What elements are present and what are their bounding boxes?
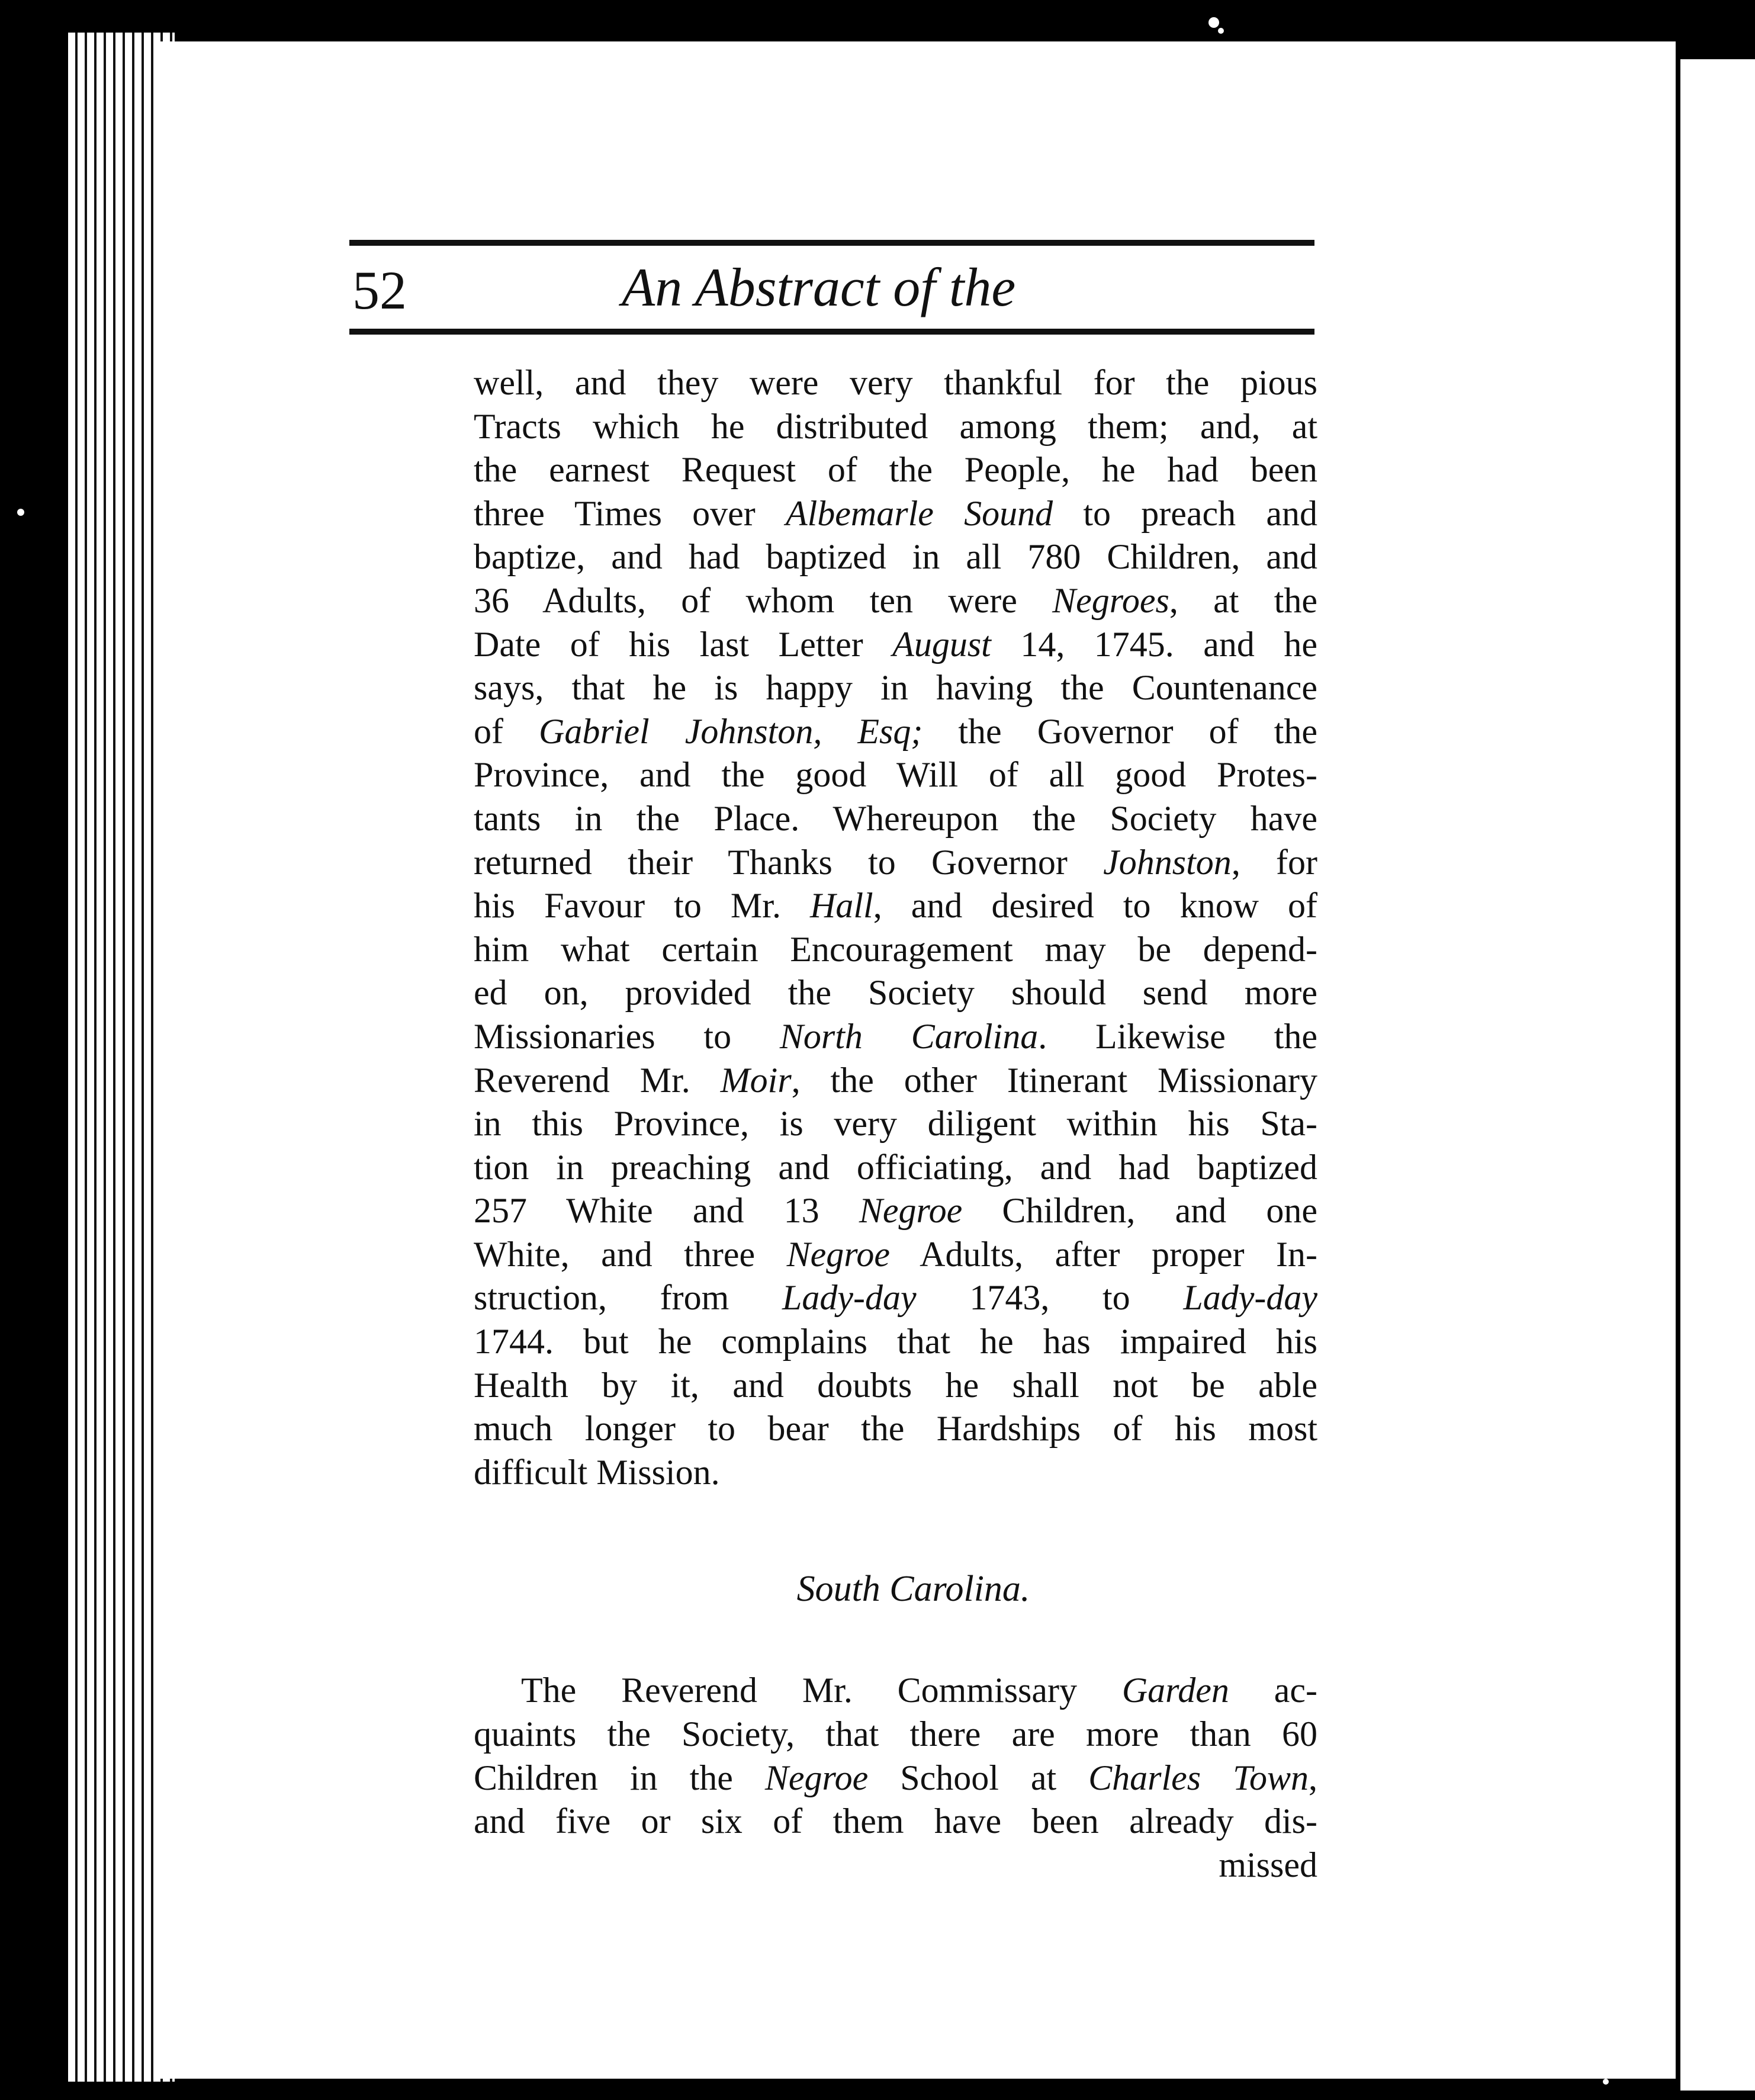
italic-run: Gabriel Johnston, Esq; bbox=[539, 711, 923, 751]
text-run: well, and they were very thankful for the pious bbox=[474, 363, 1317, 402]
text-run: three Times over bbox=[474, 493, 786, 533]
page-edge-stack bbox=[68, 33, 175, 2082]
text-line bbox=[474, 1451, 1317, 1495]
italic-run: Negroes bbox=[1052, 580, 1169, 620]
text-run: Children in the bbox=[474, 1758, 765, 1797]
text-run: to preach and bbox=[1053, 493, 1317, 533]
text-run: Reverend Mr. bbox=[474, 1060, 721, 1100]
text-run: , and desired to know of bbox=[873, 886, 1317, 926]
text-line bbox=[474, 753, 1317, 797]
text-run: tion in preaching and officiating, and had baptized bbox=[474, 1147, 1317, 1187]
text-run: School at bbox=[868, 1758, 1089, 1797]
page-number: 52 bbox=[352, 260, 407, 320]
text-line bbox=[474, 1407, 1317, 1451]
text-run: him what certain Encouragement may be depend- bbox=[474, 929, 1317, 969]
italic-run: Albemarle Sound bbox=[785, 493, 1053, 533]
paragraph-south-carolina bbox=[474, 1669, 1317, 1843]
text-run: Adults, after proper In- bbox=[889, 1234, 1317, 1274]
catchword: missed bbox=[1219, 1845, 1317, 1884]
text-run: 257 White and 13 bbox=[474, 1191, 859, 1231]
text-run: difficult Mission. bbox=[474, 1452, 720, 1492]
text-run: his Favour to Mr. bbox=[474, 886, 811, 926]
text-run: in this Province, is very diligent within his Sta- bbox=[474, 1104, 1317, 1144]
italic-run: Moir bbox=[720, 1060, 792, 1100]
text-run: White, and three bbox=[474, 1234, 787, 1274]
text-line bbox=[474, 884, 1317, 928]
paragraph-north-carolina bbox=[474, 361, 1317, 1494]
text-run: 14, 1745. and he bbox=[991, 624, 1317, 664]
italic-run: North Carolina bbox=[779, 1016, 1039, 1056]
text-run: Tracts which he distributed among them; and, at bbox=[474, 406, 1317, 446]
text-line bbox=[474, 797, 1317, 841]
text-run: baptize, and had baptized in all 780 Children, and bbox=[474, 537, 1317, 577]
text-line bbox=[474, 361, 1317, 405]
italic-run: August bbox=[892, 624, 991, 664]
text-line bbox=[474, 1233, 1317, 1277]
text-line bbox=[474, 1059, 1317, 1103]
italic-run: Lady-day bbox=[1183, 1278, 1318, 1318]
text-line bbox=[474, 666, 1317, 710]
text-line bbox=[474, 623, 1317, 667]
running-head: An Abstract of the bbox=[622, 257, 1016, 317]
text-run: quaints the Society, that there are more than 60 bbox=[474, 1714, 1317, 1754]
text-run: ed on, provided the Society should send more bbox=[474, 973, 1317, 1013]
text-line bbox=[474, 1800, 1317, 1844]
text-run: , the other Itinerant Missionary bbox=[791, 1060, 1317, 1100]
text-line bbox=[474, 1320, 1317, 1364]
text-run: the earnest Request of the People, he had been bbox=[474, 450, 1317, 490]
header-rule-top bbox=[349, 240, 1314, 246]
italic-run: Johnston bbox=[1103, 842, 1232, 882]
text-run: The Reverend Mr. Commissary bbox=[521, 1671, 1122, 1710]
text-run: says, that he is happy in having the Countenance bbox=[474, 668, 1317, 708]
text-run: tants in the Place. Whereupon the Society have bbox=[474, 798, 1317, 838]
text-run: much longer to bear the Hardships of his most bbox=[474, 1409, 1317, 1449]
italic-run: Garden bbox=[1121, 1671, 1229, 1710]
text-run: . Likewise the bbox=[1038, 1016, 1317, 1056]
text-line bbox=[474, 1146, 1317, 1190]
text-run: Date of his last Letter bbox=[474, 624, 893, 664]
text-line bbox=[474, 1276, 1317, 1320]
italic-run: Charles Town bbox=[1088, 1758, 1309, 1797]
facing-page-edge bbox=[1676, 59, 1755, 2091]
text-line bbox=[474, 492, 1317, 536]
text-run: , bbox=[1309, 1758, 1317, 1797]
text-line bbox=[474, 1364, 1317, 1408]
italic-run: Negroe bbox=[764, 1758, 869, 1797]
text-line bbox=[474, 971, 1317, 1015]
text-run: 1744. but he complains that he has impaired his bbox=[474, 1322, 1317, 1362]
text-line bbox=[474, 710, 1317, 754]
text-line bbox=[474, 448, 1317, 492]
text-run: 36 Adults, of whom ten were bbox=[474, 580, 1053, 620]
header-rule-bottom bbox=[349, 329, 1314, 335]
text-line bbox=[474, 1102, 1317, 1146]
italic-run: Negroe bbox=[859, 1191, 963, 1231]
text-line bbox=[474, 579, 1317, 623]
text-run: Missionaries to bbox=[474, 1016, 780, 1056]
italic-run: Hall bbox=[810, 886, 873, 926]
text-run: , for bbox=[1231, 842, 1318, 882]
text-line bbox=[474, 1757, 1317, 1800]
text-run: of bbox=[474, 711, 539, 751]
text-run: the Governor of the bbox=[922, 711, 1317, 751]
body-text bbox=[474, 361, 1317, 1887]
text-line bbox=[474, 535, 1317, 579]
italic-run: Negroe bbox=[786, 1234, 890, 1274]
text-line bbox=[474, 1015, 1317, 1059]
text-run: 1743, to bbox=[916, 1278, 1184, 1318]
text-line bbox=[474, 405, 1317, 449]
text-line bbox=[474, 1713, 1317, 1757]
text-run: returned their Thanks to Governor bbox=[474, 842, 1104, 882]
text-run: Children, and one bbox=[962, 1191, 1317, 1231]
italic-run: Lady-day bbox=[782, 1278, 917, 1318]
text-line bbox=[474, 1189, 1317, 1233]
text-run: ac- bbox=[1229, 1671, 1317, 1710]
text-line bbox=[474, 928, 1317, 972]
text-run: struction, from bbox=[474, 1278, 782, 1318]
text-line bbox=[474, 1669, 1317, 1713]
text-line bbox=[474, 841, 1317, 885]
text-run: , at the bbox=[1169, 580, 1317, 620]
text-run: Health by it, and doubts he shall not be able bbox=[474, 1365, 1317, 1405]
text-run: and five or six of them have been already dis- bbox=[474, 1802, 1317, 1841]
section-heading: South Carolina. bbox=[796, 1569, 1030, 1610]
text-run: Province, and the good Will of all good Protes- bbox=[474, 755, 1317, 795]
